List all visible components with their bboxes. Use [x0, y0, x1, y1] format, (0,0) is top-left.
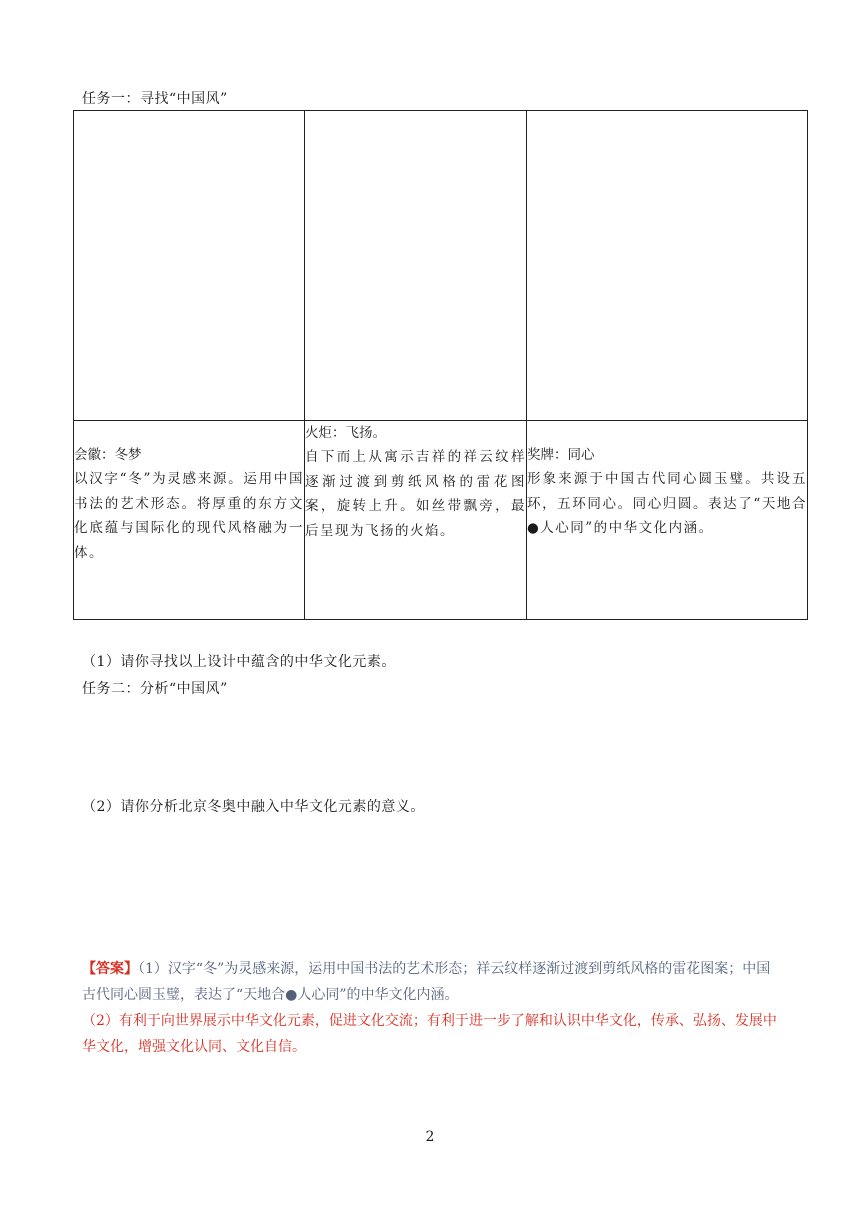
caption-row [74, 421, 808, 620]
answer-part-1 [82, 956, 782, 1008]
page-number: 2 [425, 1129, 435, 1145]
design-table [73, 110, 808, 620]
torch-caption [305, 421, 527, 620]
emblem-description: 以汉字“冬”为灵感来源。运用中国书法的艺术形态。将厚重的东方文化底蕴与国际化的现代风格融为一体。 [74, 471, 304, 561]
task1-heading: 任务一：寻找“中国风” [82, 91, 228, 107]
answer-block [82, 956, 782, 1060]
question-2: （2）请你分析北京冬奥中融入中华文化元素的意义。 [82, 799, 425, 815]
emblem-image-cell [74, 111, 305, 421]
torch-title: 火炬：飞扬。 [305, 425, 386, 441]
torch-description: 自下而上从寓示吉祥的祥云纹样逐渐过渡到剪纸风格的雷花图案，旋转上升。如丝带飘旁，最后呈现为飞扬的火焰。 [305, 449, 526, 539]
answer-part-2: （2）有利于向世界展示中华文化元素，促进文化交流；有利于进一步了解和认识中华文化，传承、弘扬、发展中华文化，增强文化认同、文化自信。 [82, 1013, 777, 1055]
task2-heading: 任务二：分析“中国风” [82, 681, 228, 697]
image-row [74, 111, 808, 421]
medal-image-cell [527, 111, 808, 421]
torch-image-cell [305, 111, 527, 421]
answer-part-1-text: （1）汉字“冬”为灵感来源，运用中国书法的艺术形态；祥云纹样逐渐过渡到剪纸风格的雷花图案；中国古代同心圆玉璧，表达了“天地合●人心同”的中华文化内涵。 [82, 961, 771, 1003]
question-1: （1）请你寻找以上设计中蕴含的中华文化元素。 [82, 654, 396, 670]
medal-description: 形象来源于中国古代同心圆玉璧。共设五环，五环同心。同心归圆。表达了“天地合●人心同”的中华文化内涵。 [527, 471, 807, 536]
emblem-title: 会徽：冬梦 [74, 447, 142, 463]
answer-tag: 【答案】 [82, 961, 138, 977]
medal-caption [527, 421, 808, 620]
emblem-caption [74, 421, 305, 620]
medal-title: 奖牌：同心 [527, 447, 595, 463]
